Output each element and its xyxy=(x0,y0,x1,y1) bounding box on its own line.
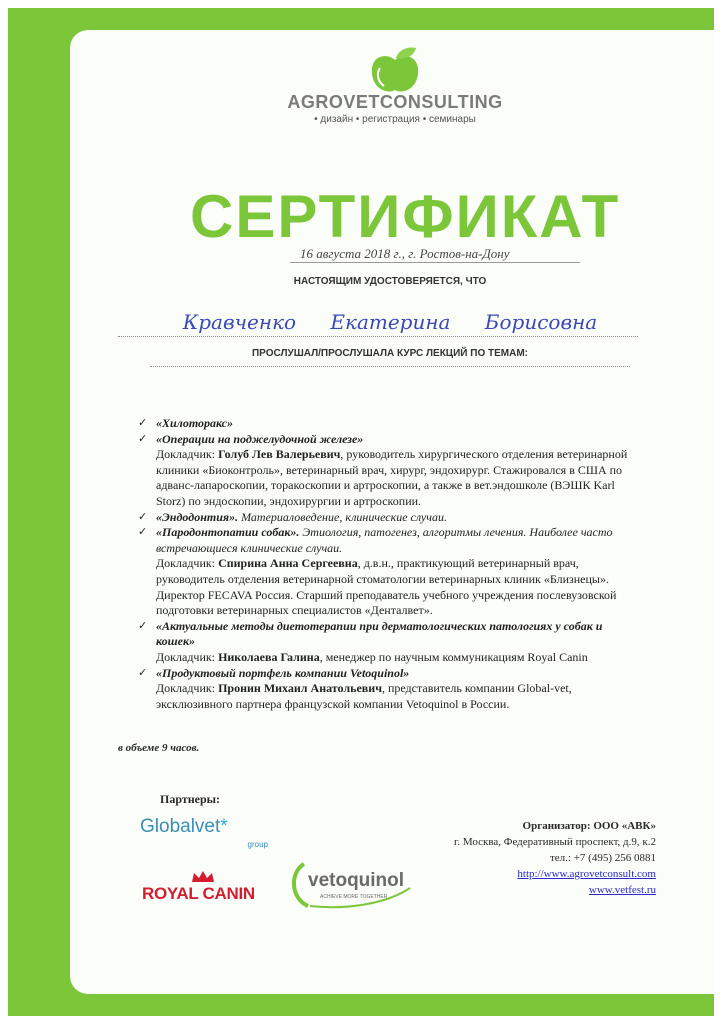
certificate-title: СЕРТИФИКАТ xyxy=(190,183,621,250)
date-place: 16 августа 2018 г., г. Ростов-на-Дону xyxy=(300,246,510,261)
globalvet-logo xyxy=(140,816,270,852)
apple-logo-icon xyxy=(360,46,430,96)
royal-canin-logo xyxy=(142,870,264,910)
check-icon: ✓ xyxy=(138,526,148,539)
check-icon: ✓ xyxy=(138,432,148,445)
recipient-line xyxy=(118,336,638,337)
list-item: ✓ «Актуальные методы диетотерапии при дерматологических патологиях у собак и кошек» Докладчик: Николаева Галина, менеджер по научным коммуникациям Royal Canin xyxy=(138,618,603,664)
list-item: ✓ «Пародонтопатии собак». Этиология, патогенез, алгоритмы лечения. Наиболее часто встречающиеся клинические случаи. Докладчик: Спирина Анна Сергеевна, д.в.н., практикующий ветеринарный врач, руководитель отделения ветеринарной стоматологии ветеринарных клиник «Близнецы». Директор FECAVA Россия. Старший преподаватель учебного учреждения послевузовской подготовки ветеринарных специалистов «Денталвет». xyxy=(138,525,617,618)
check-icon: ✓ xyxy=(138,417,148,429)
topics-list xyxy=(134,416,634,712)
organizer-site-link[interactable]: http://www.agrovetconsult.com xyxy=(517,868,656,880)
certify-text: НАСТОЯЩИМ УДОСТОВЕРЯЕТСЯ, ЧТО xyxy=(293,276,487,287)
organizer-phone: тел.: +7 (495) 256 0881 xyxy=(549,852,656,864)
course-volume: в объеме 9 часов. xyxy=(118,742,200,754)
organizer-address: г. Москва, Федеративный проспект, д.9, к.2 xyxy=(454,836,656,848)
date-underline xyxy=(290,262,580,263)
recipient-name: Кравченко Екатерина Борисовна xyxy=(182,310,598,334)
organizer-title: Организатор: ООО «АВК» xyxy=(522,820,656,832)
globalvet-star-icon: * xyxy=(220,816,228,837)
list-item: ✓ «Хилоторакс» xyxy=(138,416,233,430)
check-icon: ✓ xyxy=(138,510,148,523)
vetoquinol-name: vetoquinol xyxy=(308,870,405,891)
list-item: ✓ «Операции на поджелудочной железе» Докладчик: Голуб Лев Валерьевич, руководитель хирургического отделения ветеринарной клиники «Биоконтроль», ветеринарный врач, хирург, эндохирург. Стажировался в США по адванс-лапароскопии, торакоскопии и артроскопии, а также в вет.эндошколе (ВЭШК Karl Storz) по эндоскопии, эндохирургии и артроскопии. xyxy=(138,431,628,508)
vetfest-site-link[interactable]: www.vetfest.ru xyxy=(588,884,656,896)
topics-label-line xyxy=(150,366,630,367)
globalvet-name: Globalvet xyxy=(140,816,221,837)
brand-tagline: • дизайн • регистрация • семинары xyxy=(314,114,476,125)
vetoquinol-logo xyxy=(286,858,416,910)
vetoquinol-tagline: ACHIEVE MORE TOGETHER xyxy=(320,894,388,900)
list-item: ✓ «Эндодонтия». Материаловедение, клинические случаи. xyxy=(138,509,447,524)
brand-name: AGROVETCONSULTING xyxy=(287,92,503,112)
royal-canin-name: ROYAL CANIN xyxy=(142,884,255,903)
partners-label: Партнеры: xyxy=(160,792,221,806)
check-icon: ✓ xyxy=(138,619,148,632)
organizer-block xyxy=(400,818,656,898)
topics-label: ПРОСЛУШАЛ/ПРОСЛУШАЛА КУРС ЛЕКЦИЙ ПО ТЕМАМ: xyxy=(251,348,528,359)
list-item: ✓ «Продуктовый портфель компании Vetoquinol» Докладчик: Пронин Михаил Анатольевич, представитель компании Global-vet, эксклюзивного партнера французской компании Vetoquinol в России. xyxy=(138,665,572,711)
crown-icon xyxy=(190,870,216,884)
globalvet-group: group xyxy=(247,840,268,849)
check-icon: ✓ xyxy=(138,666,148,679)
